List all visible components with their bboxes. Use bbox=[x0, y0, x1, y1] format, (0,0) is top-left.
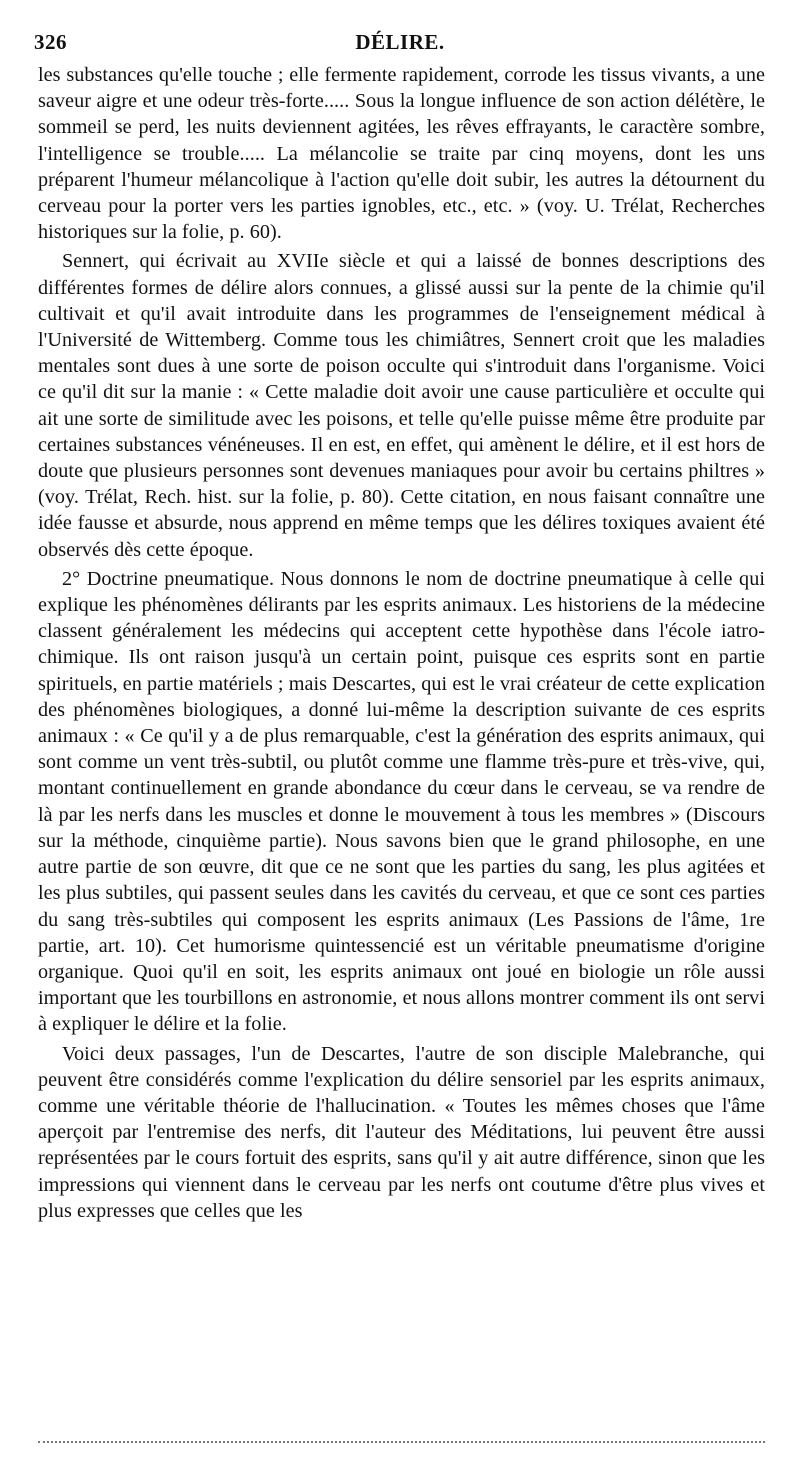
paragraph-doctrine-pneumatique: 2° Doctrine pneumatique. Nous donnons le nom de doctrine pneumatique à celle qui explique les phénomènes délirants par les esprits animaux. Les historiens de la médecine classent généralement les médecins qui acceptent cette hypothèse dans l'école iatro-chimique. Ils ont raison jusqu'à un certain point, puisque ces esprits sont en partie spirituels, en partie matériels ; mais Descartes, qui est le vrai créateur de cette explication des phénomènes biologiques, a donné lui-même la description suivante de ces esprits animaux : « Ce qu'il y a de plus remarquable, c'est la génération des esprits animaux, qui sont comme un vent très-subtil, ou plutôt comme une flamme très-pure et très-vive, qui, montant continuellement en grande abondance du cœur dans le cerveau, se va rendre de là par les nerfs dans les muscles et donne le mouvement à tous les membres » (Discours sur la méthode, cinquième partie). Nous savons bien que le grand philosophe, en une autre partie de son œuvre, dit que ce ne sont que les parties du sang, les plus agitées et les plus subtiles, qui passent seules dans les cavités du cerveau, et que ce sont ces parties du sang très-subtiles qui composent les esprits animaux (Les Passions de l'âme, 1re partie, art. 10). Cet humorisme quintessencié est un véritable pneumatisme d'origine organique. Quoi qu'il en soit, les esprits animaux ont joué en biologie un rôle aussi important que les tourbillons en astronomie, et nous allons montrer comment ils ont servi à expliquer le délire et la folie. bbox=[38, 567, 765, 1036]
running-title: DÉLIRE. bbox=[355, 30, 445, 54]
paragraph-descartes-malebranche: Voici deux passages, l'un de Descartes, l'autre de son disciple Malebranche, qui peuvent être considérés comme l'explication du délire sensoriel par les esprits animaux, comme une véritable théorie de l'hallucination. « Toutes les mêmes choses que l'âme aperçoit par l'entremise des nerfs, dit l'auteur des Méditations, lui peuvent être aussi représentées par le cours fortuit des esprits, sans qu'il y ait autre différence, sinon que les impressions qui viennent dans le cerveau par les nerfs ont coutume d'être plus vives et plus expresses que celles que les bbox=[38, 1042, 765, 1222]
page-number: 326 bbox=[34, 30, 67, 54]
paragraph-continued: les substances qu'elle touche ; elle fermente rapidement, corrode les tissus vivants, a une saveur aigre et une odeur très-forte..... Sous la longue influence de son action délétère, le sommeil se perd, les nuits deviennent agitées, les rêves effrayants, le caractère sombre, l'intelligence se trouble..... La mélancolie se traite par cinq moyens, dont les uns préparent l'humeur mélancolique à l'action qu'elle doit subir, les autres la détournent du cerveau pour la porter vers les parties ignobles, etc., etc. » (voy. U. Trélat, Recherches historiques sur la folie, p. 60). bbox=[38, 64, 765, 244]
running-header bbox=[34, 30, 766, 56]
body-text bbox=[38, 62, 765, 1224]
footer-rule bbox=[38, 1441, 765, 1443]
paragraph-sennert: Sennert, qui écrivait au XVIIe siècle et qui a laissé de bonnes descriptions des différentes formes de délire alors connues, a glissé aussi sur la pente de la chimie qu'il cultivait et qu'il avait introduite dans les programmes de l'enseignement médical à l'Université de Wittemberg. Comme tous les chimiâtres, Sennert croit que les maladies mentales sont dues à une sorte de poison occulte qui s'introduit dans l'organisme. Voici ce qu'il dit sur la manie : « Cette maladie doit avoir une cause particulière et occulte qui ait une sorte de similitude avec les poisons, et telle qu'elle puisse même être produite par certaines substances vénéneuses. Il en est, en effet, qui amènent le délire, et il est hors de doute que plusieurs personnes sont devenues maniaques pour avoir bu certains philtres » (voy. Trélat, Rech. hist. sur la folie, p. 80). Cette citation, en nous faisant connaître une idée fausse et absurde, nous apprend en même temps que les délires toxiques avaient été observés dès cette époque. bbox=[38, 250, 765, 561]
